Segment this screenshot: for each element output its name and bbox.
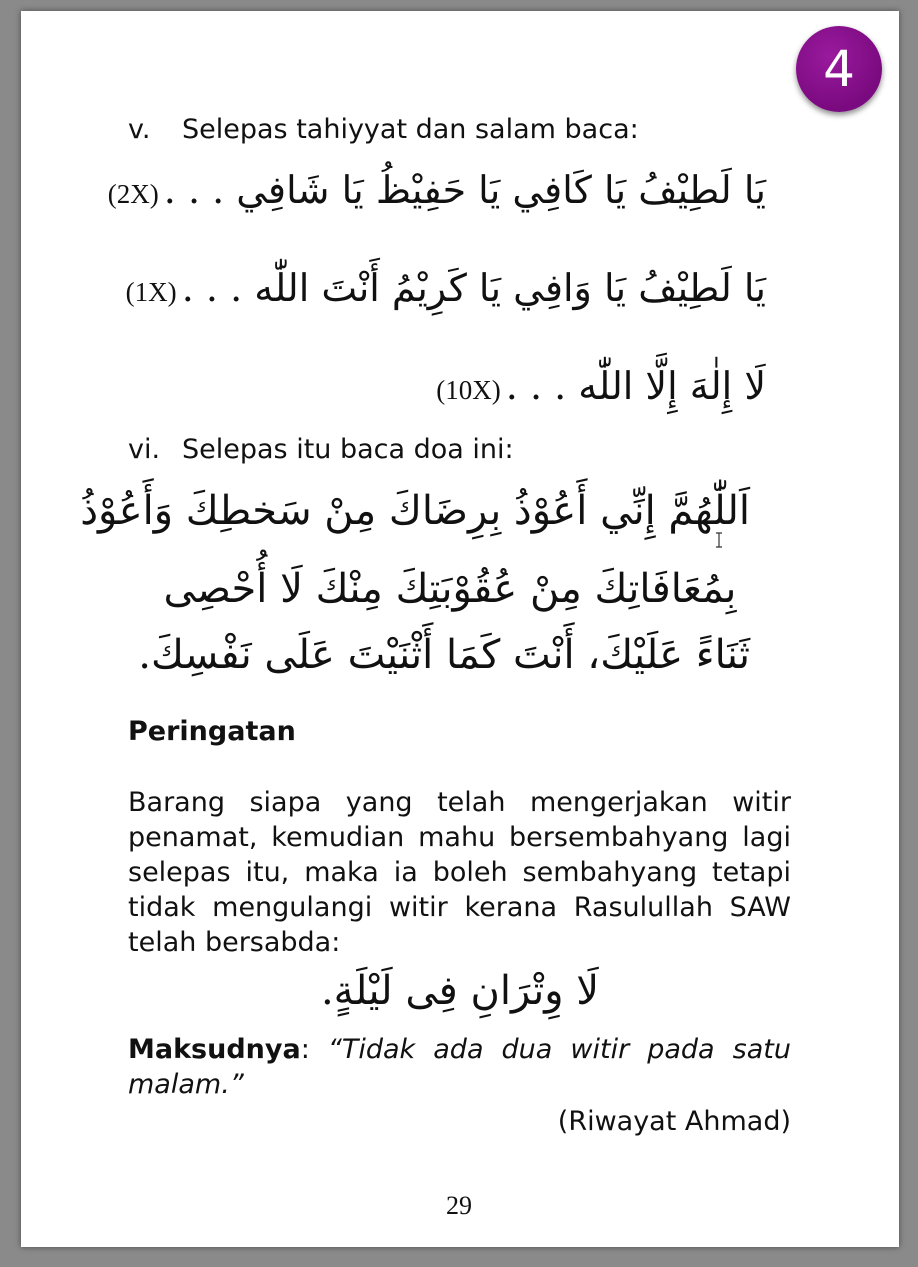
section-v-heading: [128, 114, 639, 145]
paragraph-line-5: telah bersabda:: [128, 927, 341, 958]
paragraph-line-4: tidak mengulangi witir kerana Rasulullah SAW: [128, 892, 791, 923]
meaning-label: Maksudnya: [128, 1034, 301, 1065]
paragraph-line-2: penamat, kemudian mahu bersembahyang lagi: [128, 822, 791, 853]
dhikr-line-3-repeat: (10X): [436, 375, 501, 405]
paragraph-line-1: Barang siapa yang telah mengerjakan witir: [128, 787, 791, 818]
hadith-arabic: لَا وِتْرَانِ فِى لَيْلَةٍ.: [320, 968, 600, 1014]
chapter-badge: [796, 26, 882, 112]
section-vi-title: Selepas itu baca doa ini:: [182, 434, 514, 465]
doa-line-1: اَللّٰهُمَّ إِنِّي أَعُوْذُ بِرِضَاكَ مِنْ سَخطِكَ وَأَعُوْذُ: [80, 488, 750, 534]
meaning-quote-1: “Tidak ada dua witir pada satu: [327, 1034, 791, 1065]
dhikr-line-2-repeat: (1X): [125, 277, 177, 307]
meaning-colon: :: [300, 1034, 310, 1065]
section-v-number: v.: [128, 114, 151, 145]
dhikr-line-2-arabic: يَا لَطِيْفُ يَا وَافِي يَا كَرِيْمُ أَنْتَ اللّٰه . . .: [181, 266, 766, 310]
dhikr-line-1-arabic: يَا لَطِيْفُ يَا كَافِي يَا حَفِيْظُ يَا شَافِي . . .: [163, 168, 766, 212]
peringatan-title: Peringatan: [128, 716, 296, 747]
doa-line-2: بِمُعَافَاتِكَ مِنْ عُقُوْبَتِكَ مِنْكَ لَا أُحْصِى: [163, 566, 737, 612]
chapter-number: 4: [823, 40, 855, 98]
dhikr-line-3-arabic: لَا إِلٰهَ إِلَّا اللّٰه . . .: [505, 364, 766, 408]
dhikr-line-1-repeat: (2X): [107, 179, 159, 209]
dhikr-line-1: [108, 168, 766, 212]
hadith-source: (Riwayat Ahmad): [557, 1106, 791, 1137]
dhikr-line-2: [126, 266, 766, 310]
section-vi-heading: [128, 434, 514, 465]
paragraph-line-3: selepas itu, maka ia boleh sembahyang tetapi: [128, 857, 791, 888]
doa-line-3: ثَنَاءً عَلَيْكَ، أَنْتَ كَمَا أَثْنَيْتَ عَلَى نَفْسِكَ.: [138, 632, 750, 678]
dhikr-line-3: [436, 364, 766, 408]
page-number: 29: [446, 1191, 472, 1220]
meaning-line-1: [128, 1036, 791, 1063]
section-v-title: Selepas tahiyyat dan salam baca:: [182, 114, 639, 145]
meaning-quote-2: malam.”: [128, 1069, 244, 1100]
section-vi-number: vi.: [128, 434, 161, 465]
text-cursor-icon: [714, 532, 724, 548]
meaning-line-2: [128, 1071, 791, 1098]
